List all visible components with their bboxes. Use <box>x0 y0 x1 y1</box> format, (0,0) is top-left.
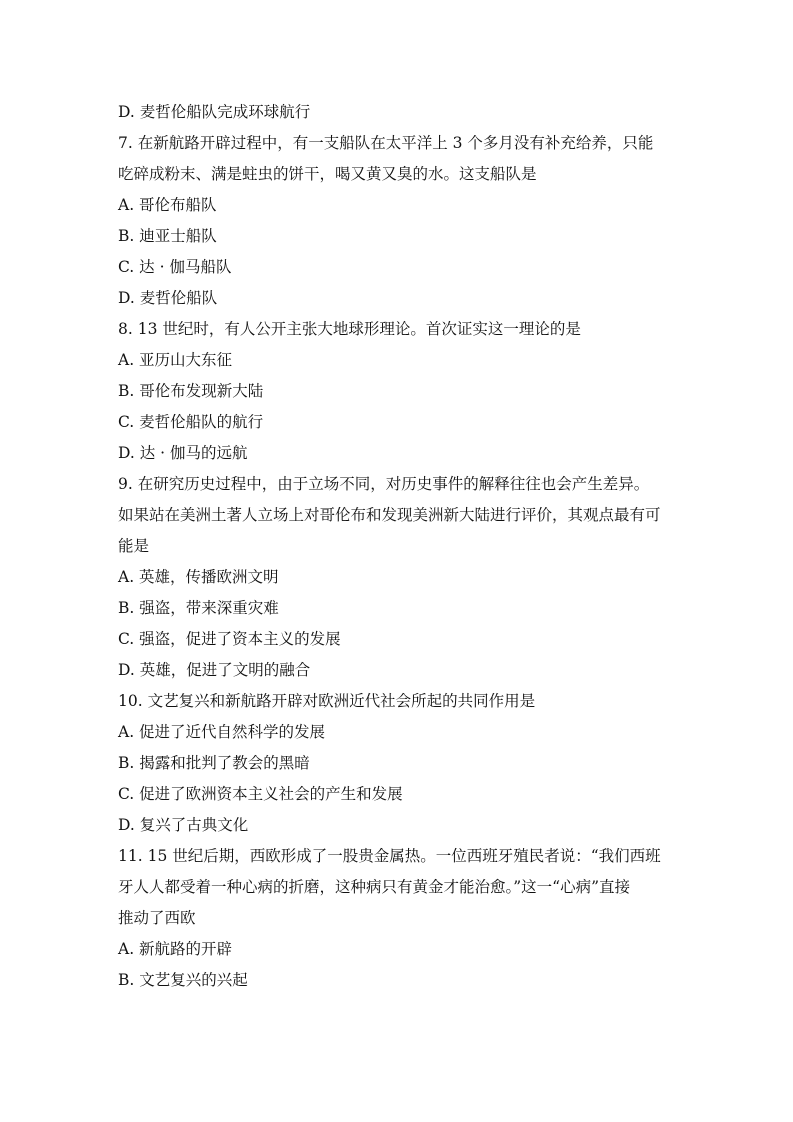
option-8a: A. 亚历山大东征 <box>118 351 233 369</box>
question-9-stem-end: 能是 <box>118 537 150 555</box>
question-7-stem: 7. 在新航路开辟过程中，有一支船队在太平洋上 3 个多月没有补充给养，只能 <box>118 134 654 152</box>
option-9b: B. 强盗，带来深重灾难 <box>118 599 279 617</box>
question-10-stem: 10. 文艺复兴和新航路开辟对欧洲近代社会所起的共同作用是 <box>118 692 536 710</box>
option-8b: B. 哥伦布发现新大陆 <box>118 382 264 400</box>
option-7a: A. 哥伦布船队 <box>118 196 217 214</box>
question-9-stem: 9. 在研究历史过程中，由于立场不同，对历史事件的解释往往也会产生差异。 <box>118 475 650 493</box>
option-11b: B. 文艺复兴的兴起 <box>118 971 248 989</box>
option-6d: D. 麦哲伦船队完成环球航行 <box>118 103 311 121</box>
option-7b: B. 迪亚士船队 <box>118 227 217 245</box>
option-9d: D. 英雄，促进了文明的融合 <box>118 661 311 679</box>
option-8d: D. 达 · 伽马的远航 <box>118 444 248 462</box>
option-11a: A. 新航路的开辟 <box>118 940 233 958</box>
option-9c: C. 强盗，促进了资本主义的发展 <box>118 630 341 648</box>
option-10b: B. 揭露和批判了教会的黑暗 <box>118 754 310 772</box>
question-8-stem: 8. 13 世纪时，有人公开主张大地球形理论。首次证实这一理论的是 <box>118 320 581 338</box>
question-7-stem-cont: 吃碎成粉末、满是蛀虫的饼干，喝又黄又臭的水。这支船队是 <box>118 165 537 183</box>
option-10d: D. 复兴了古典文化 <box>118 816 249 834</box>
option-10c: C. 促进了欧洲资本主义社会的产生和发展 <box>118 785 403 803</box>
question-9-stem-cont: 如果站在美洲土著人立场上对哥伦布和发现美洲新大陆进行评价，其观点最有可 <box>118 506 661 524</box>
question-11-stem-cont: 牙人人都受着一种心病的折磨，这种病只有黄金才能治愈。”这一“心病”直接 <box>118 878 631 896</box>
question-11-stem: 11. 15 世纪后期，西欧形成了一股贵金属热。一位西班牙殖民者说：“我们西班 <box>118 847 661 865</box>
option-7c: C. 达 · 伽马船队 <box>118 258 232 276</box>
option-9a: A. 英雄，传播欧洲文明 <box>118 568 279 586</box>
option-10a: A. 促进了近代自然科学的发展 <box>118 723 326 741</box>
question-11-stem-end: 推动了西欧 <box>118 909 196 927</box>
option-7d: D. 麦哲伦船队 <box>118 289 218 307</box>
option-8c: C. 麦哲伦船队的航行 <box>118 413 264 431</box>
